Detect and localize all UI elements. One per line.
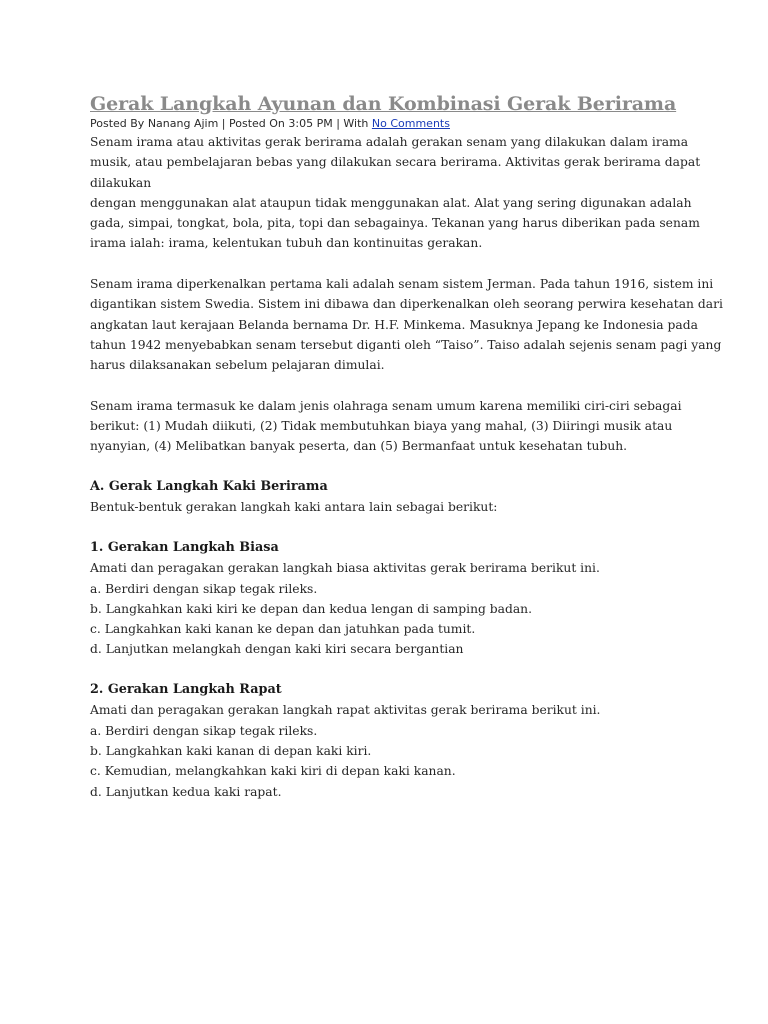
list-item: b. Langkahkan kaki kanan di depan kaki kiri. — [90, 743, 372, 758]
text-line: Senam irama termasuk ke dalam jenis olahraga senam umum karena memiliki ciri-ciri sebagai — [90, 398, 682, 413]
text-line: musik, atau pembelajaran bebas yang dilakukan secara berirama. Aktivitas gerak berirama dapat — [90, 155, 701, 170]
traits-paragraph — [90, 396, 690, 457]
article — [90, 92, 723, 822]
section-2-heading: 2. Gerakan Langkah Rapat — [90, 682, 282, 698]
list-item: d. Lanjutkan kedua kaki rapat. — [90, 784, 282, 799]
list-item: a. Berdiri dengan sikap tegak rileks. — [90, 581, 318, 596]
text-line: Senam irama diperkenalkan pertama kali adalah senam sistem Jerman. Pada tahun 1916, sistem ini — [90, 277, 714, 292]
section-1-heading: 1. Gerakan Langkah Biasa — [90, 539, 279, 555]
section-2 — [90, 680, 690, 802]
section-a — [90, 477, 690, 518]
meta-text: Posted By Nanang Ajim | Posted On 3:05 PM | With — [90, 117, 372, 130]
article-meta — [90, 116, 690, 131]
text-line: Senam irama atau aktivitas gerak berirama adalah gerakan senam yang dilakukan dalam irama — [90, 135, 689, 149]
list-item: b. Langkahkan kaki kiri ke depan dan kedua lengan di samping badan. — [90, 601, 532, 616]
list-item: a. Berdiri dengan sikap tegak rileks. — [90, 723, 318, 738]
text-line: digantikan sistem Swedia. Sistem ini dibawa dan diperkenalkan oleh seorang perwira kesehatan dari — [90, 297, 723, 312]
text-line: tahun 1942 menyebabkan senam tersebut diganti oleh “Taiso”. Taiso adalah sejenis senam pagi yang — [90, 337, 722, 352]
section-a-intro: Bentuk-bentuk gerakan langkah kaki antara lain sebagai berikut: — [90, 500, 498, 515]
text-line: berikut: (1) Mudah diikuti, (2) Tidak membutuhkan biaya yang mahal, (3) Diiringi musik atau — [90, 419, 673, 434]
text-line: dengan menggunakan alat ataupun tidak menggunakan alat. Alat yang sering digunakan adalah — [90, 195, 692, 210]
list-item: Amati dan peragakan gerakan langkah biasa aktivitas gerak berirama berikut ini. — [90, 561, 600, 576]
intro-paragraph — [90, 132, 701, 254]
text-line: nyanyian, (4) Melibatkan banyak peserta, dan (5) Bermanfaat untuk kesehatan tubuh. — [90, 439, 628, 454]
history-paragraph — [90, 274, 723, 375]
section-1 — [90, 538, 690, 660]
text-line: gada, simpai, tongkat, bola, pita, topi dan sebagainya. Tekanan yang harus diberikan pada senam — [90, 216, 700, 231]
text-line: angkatan laut kerajaan Belanda bernama Dr. H.F. Minkema. Masuknya Jepang ke Indonesia pada — [90, 317, 698, 332]
section-a-heading: A. Gerak Langkah Kaki Berirama — [90, 479, 328, 495]
list-item: c. Kemudian, melangkahkan kaki kiri di depan kaki kanan. — [90, 764, 456, 779]
list-item: d. Lanjutkan melangkah dengan kaki kiri secara bergantian — [90, 642, 464, 657]
text-line: dilakukan — [90, 175, 152, 190]
no-comments-link[interactable]: No Comments — [371, 117, 450, 130]
article-title: Gerak Langkah Ayunan dan Kombinasi Gerak Berirama — [90, 93, 677, 115]
list-item: c. Langkahkan kaki kanan ke depan dan jatuhkan pada tumit. — [90, 622, 476, 637]
list-item: Amati dan peragakan gerakan langkah rapat aktivitas gerak berirama berikut ini. — [90, 703, 601, 718]
text-line: harus dilaksanakan sebelum pelajaran dimulai. — [90, 358, 385, 373]
text-line: irama ialah: irama, kelentukan tubuh dan kontinuitas gerakan. — [90, 236, 483, 251]
